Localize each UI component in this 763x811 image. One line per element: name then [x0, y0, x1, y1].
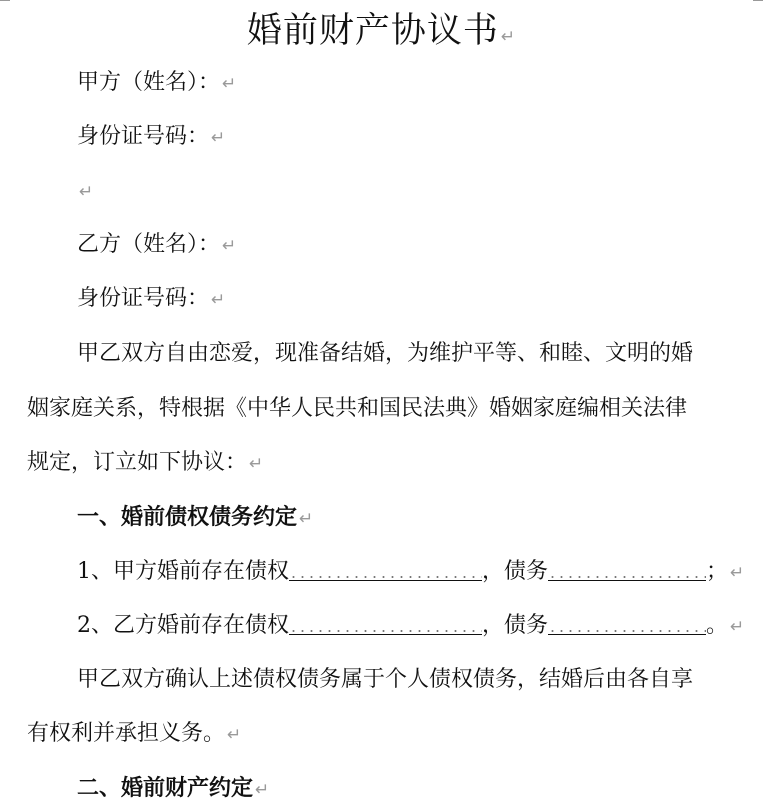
- intro-text-3: 规定，订立如下协议：: [27, 450, 248, 475]
- empty-paragraph[interactable]: [77, 177, 751, 206]
- paragraph-mark-icon: ↵: [299, 509, 314, 529]
- section-1-heading-text: 一、婚前债权债务约定: [77, 504, 298, 530]
- confirm-paragraph-line-2[interactable]: [27, 720, 751, 749]
- intro-paragraph-line-3[interactable]: [27, 449, 751, 478]
- paragraph-mark-icon: ↵: [211, 128, 226, 148]
- item-2-mid: ，债务: [482, 613, 549, 638]
- item-1-credit-blank-field[interactable]: [289, 558, 482, 581]
- intro-text-1: 甲乙双方自由恋爱，现准备结婚，为维护平等、和睦、文明的婚: [77, 341, 694, 366]
- confirm-text-1: 甲乙双方确认上述债权债务属于个人债权债务，结婚后由各自享: [77, 667, 694, 692]
- item-1-prefix: 1、甲方婚前存在债权: [77, 559, 289, 584]
- title-text: 婚前财产协议书: [246, 11, 499, 51]
- paragraph-mark-icon: ↵: [730, 617, 745, 637]
- item-1-mid: ，债务: [482, 559, 549, 584]
- item-1-line[interactable]: [77, 558, 751, 587]
- paragraph-mark-icon: ↵: [79, 182, 94, 202]
- section-1-heading[interactable]: [77, 503, 751, 533]
- intro-paragraph-line-1[interactable]: [77, 340, 751, 368]
- party-b-id-line[interactable]: [77, 285, 751, 314]
- item-2-prefix: 2、乙方婚前存在债权: [77, 613, 289, 638]
- intro-paragraph-line-2[interactable]: [27, 395, 751, 423]
- paragraph-mark-icon: ↵: [255, 780, 270, 800]
- item-2-debt-blank-field[interactable]: [548, 612, 706, 635]
- party-b-id-label: 身份证号码：: [77, 286, 210, 311]
- item-2-credit-blank-field[interactable]: [289, 612, 482, 635]
- party-b-name-label: 乙方（姓名）：: [77, 232, 221, 257]
- section-2-heading[interactable]: [77, 774, 751, 804]
- intro-text-2: 姻家庭关系，特根据《中华人民共和国民法典》婚姻家庭编相关法律: [27, 396, 688, 421]
- party-a-id-label: 身份证号码：: [77, 124, 210, 149]
- paragraph-mark-icon: ↵: [211, 290, 226, 310]
- party-a-id-line[interactable]: [77, 123, 751, 152]
- confirm-text-2: 有权利并承担义务。: [27, 721, 226, 746]
- party-a-name-label: 甲方（姓名）：: [77, 70, 221, 95]
- paragraph-mark-icon: ↵: [249, 454, 264, 474]
- confirm-paragraph-line-1[interactable]: [77, 666, 751, 694]
- party-b-name-line[interactable]: [77, 231, 751, 260]
- page-corner-mark-left: [0, 0, 10, 4]
- item-1-debt-blank-field[interactable]: [548, 558, 706, 581]
- document-title: [0, 6, 763, 56]
- paragraph-mark-icon: ↵: [730, 563, 745, 583]
- party-a-name-line[interactable]: [77, 69, 751, 98]
- item-1-end: ；: [706, 559, 729, 584]
- paragraph-mark-icon: ↵: [222, 236, 237, 256]
- page-corner-mark-right: [753, 0, 763, 4]
- paragraph-mark-icon: ↵: [227, 725, 242, 745]
- paragraph-mark-icon: ↵: [500, 27, 517, 47]
- item-2-end: 。: [706, 613, 729, 638]
- paragraph-mark-icon: ↵: [222, 74, 237, 94]
- section-2-heading-text: 二、婚前财产约定: [77, 775, 254, 801]
- item-2-line[interactable]: [77, 612, 751, 641]
